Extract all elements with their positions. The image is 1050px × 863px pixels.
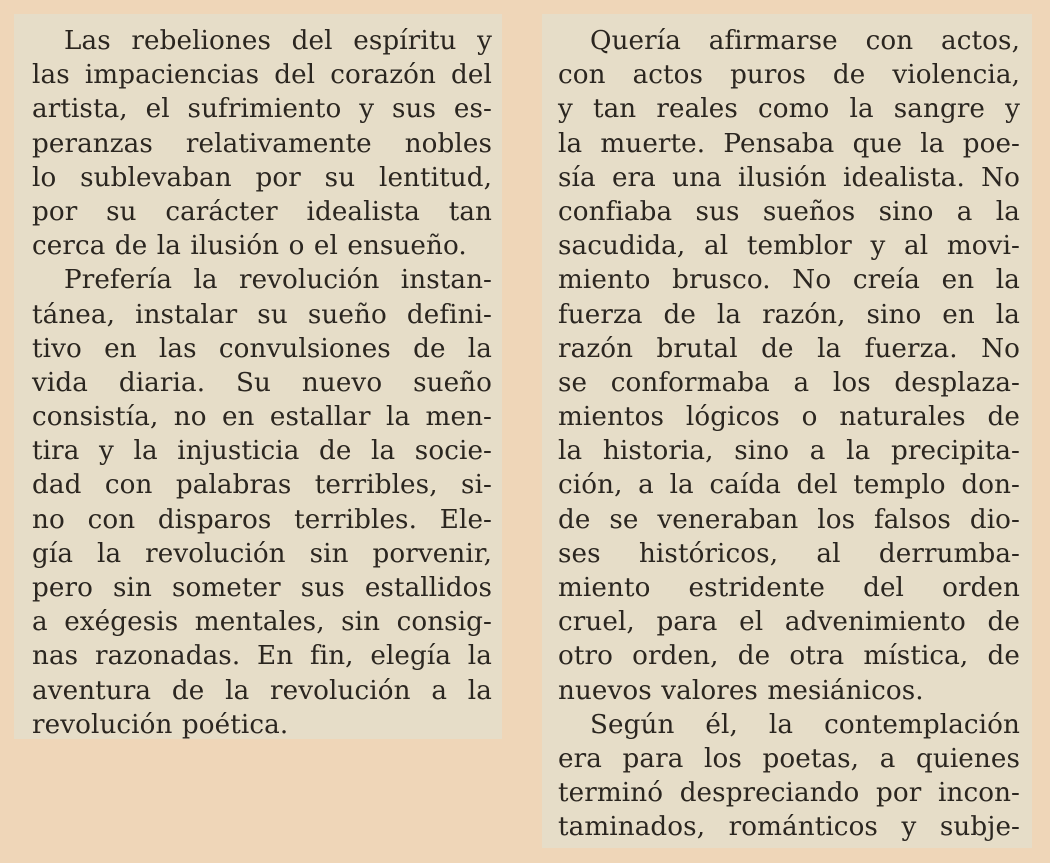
text-line: miento brusco. No creía en la xyxy=(558,265,1020,296)
text-line: lo sublevaban por su lentitud, xyxy=(32,162,492,193)
text-line: miento estridente del orden xyxy=(558,573,1020,603)
text-line: era para los poetas, a quienes xyxy=(558,743,1020,774)
text-line: ción, a la caída del templo don- xyxy=(558,470,1020,501)
text-line: Según él, la contemplación xyxy=(590,709,1020,740)
text-line: la muerte. Pensaba que la poe- xyxy=(558,128,1020,159)
paragraph xyxy=(32,24,492,263)
text-line: se conformaba a los desplaza- xyxy=(558,367,1020,398)
text-line: fuerza de la razón, sino en la xyxy=(558,299,1020,330)
text-line: revolución poética. xyxy=(32,709,289,739)
text-line: aventura de la revolución a la xyxy=(32,675,492,706)
text-line: confiaba sus sueños sino a la xyxy=(558,196,1020,227)
text-line: la historia, sino a la precipita- xyxy=(558,436,1020,467)
text-line: nuevos valores mesiánicos. xyxy=(558,675,924,706)
text-line: dad con palabras terribles, si- xyxy=(32,470,492,501)
text-line: Las rebeliones del espíritu y xyxy=(64,26,492,56)
text-line: tira y la injusticia de la socie- xyxy=(32,436,492,467)
text-line: razón brutal de la fuerza. No xyxy=(558,333,1020,364)
clipping-right-column xyxy=(542,14,1032,848)
text-line: tivo en las convulsiones de la xyxy=(32,333,492,364)
text-line: vida diaria. Su nuevo sueño xyxy=(32,367,492,398)
text-line: ses históricos, al derrumba- xyxy=(558,538,1020,569)
text-line: sacudida, al temblor y al movi- xyxy=(558,231,1020,262)
text-line: consistía, no en estallar la men- xyxy=(32,402,492,433)
text-line: pero sin someter sus estallidos xyxy=(32,573,492,603)
text-line: cruel, para el advenimiento de xyxy=(558,607,1020,638)
clipping-left-column xyxy=(14,14,502,739)
text-line: otro orden, de otra mística, de xyxy=(558,641,1020,672)
text-line: las impaciencias del corazón del xyxy=(32,60,492,91)
text-line: Prefería la revolución instan- xyxy=(64,265,492,296)
paragraph xyxy=(32,263,492,739)
text-line: y tan reales como la sangre y xyxy=(558,94,1020,125)
text-line: por su carácter idealista tan xyxy=(32,196,492,227)
text-line: peranzas relativamente nobles xyxy=(32,128,492,159)
text-line: nas razonadas. En fin, elegía la xyxy=(32,641,492,672)
text-line: de se veneraban los falsos dio- xyxy=(558,504,1020,535)
text-line: gía la revolución sin porvenir, xyxy=(32,538,492,569)
text-line: sía era una ilusión idealista. No xyxy=(558,162,1020,193)
text-line: taminados, románticos y subje- xyxy=(558,812,1020,843)
paragraph xyxy=(558,708,1020,845)
text-line: con actos puros de violencia, xyxy=(558,60,1020,91)
text-line: cerca de la ilusión o el ensueño. xyxy=(32,231,467,262)
text-line: Quería afirmarse con actos, xyxy=(590,26,1020,56)
text-line: tánea, instalar su sueño defini- xyxy=(32,299,492,330)
text-line: artista, el sufrimiento y sus es- xyxy=(32,94,492,125)
text-line: a exégesis mentales, sin consig- xyxy=(32,607,492,638)
text-line: terminó despreciando por incon- xyxy=(558,778,1020,809)
paragraph xyxy=(558,24,1020,708)
text-line: mientos lógicos o naturales de xyxy=(558,402,1020,433)
text-line: no con disparos terribles. Ele- xyxy=(32,504,492,535)
